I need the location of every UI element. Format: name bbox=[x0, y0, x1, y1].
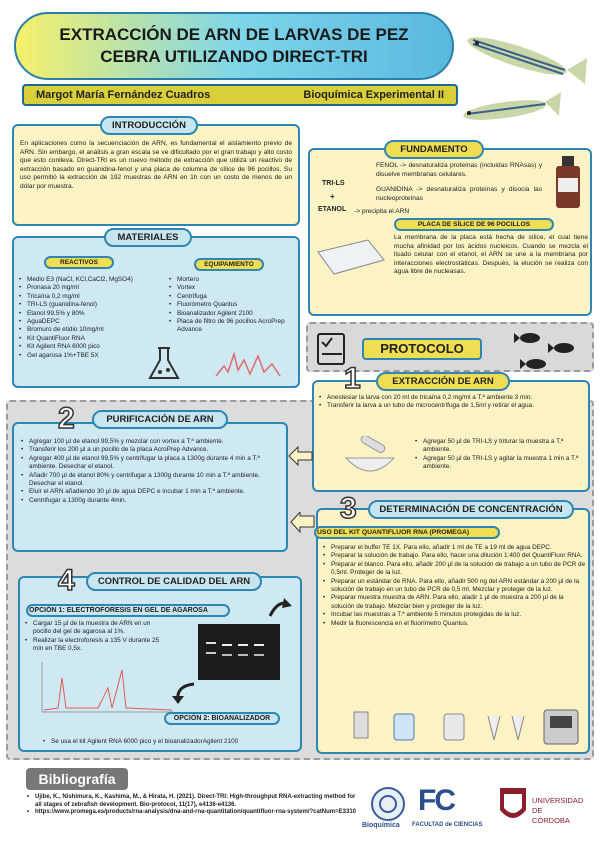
intro-heading: INTRODUCCIÓN bbox=[100, 116, 198, 135]
mortar-icon bbox=[340, 436, 400, 486]
guanidina-text: GUANIDINA -> desnaturaliza proteínas y disocia las nucleoproteínas bbox=[376, 186, 542, 202]
opt2-heading: OPCIÓN 2: BIOANALIZADOR bbox=[164, 712, 280, 725]
step3-item: • Incubar las muestras a T.ª ambiente 5 minutos protegidas de la luz. bbox=[322, 611, 588, 619]
bioquimica-logo-text: Bioquímica bbox=[362, 822, 400, 829]
course-name: Bioquímica Experimental II bbox=[303, 89, 444, 101]
equipamiento-item: • Centrífuga bbox=[168, 293, 298, 301]
fc-logo-text: FC bbox=[418, 784, 454, 817]
reactivo-item: • Bromuro de etidio 10mg/ml bbox=[18, 326, 168, 334]
opt2-list bbox=[42, 738, 300, 746]
step1-list bbox=[318, 394, 586, 411]
equipamiento-item: • Mortero bbox=[168, 276, 298, 284]
bioanalyzer-electropherogram bbox=[38, 658, 178, 718]
poster-title: EXTRACCIÓN DE ARN DE LARVAS DE PEZ CEBRA UTILIZANDO DIRECT-TRI bbox=[59, 25, 409, 66]
reactivo-item: • TRI-LS (guanidina-fenol) bbox=[18, 301, 168, 309]
trils-label: TRI-LS bbox=[322, 180, 345, 187]
facultad-logo-text: FACULTAD de CIENCIAS bbox=[412, 822, 483, 828]
step2-item: • Transferir los 200 µl a un pocillo de la placa AcroPrep Advance. bbox=[20, 446, 284, 454]
precipita-text: -> precipita el ARN bbox=[354, 208, 410, 215]
intro-section bbox=[12, 124, 300, 226]
fenol-text: FENOL -> desnaturaliza proteínas (incluidas RNAsas) y disuelve membranas celulares. bbox=[376, 162, 542, 178]
equipamiento-item: • Placa de filtro de 96 pocillos AcroPrep Advance bbox=[168, 318, 298, 335]
step1-section bbox=[312, 380, 590, 492]
step3-item: • Medir la fluorescencia en el fluorímetro Quantus. bbox=[322, 620, 588, 628]
reactivo-item: • Kit Agilent RNA 6000 pico bbox=[18, 343, 168, 351]
plus-sign: + bbox=[330, 192, 335, 201]
agarose-gel-image bbox=[198, 624, 280, 680]
equipamiento-item: • Bioanalizador Agilent 2100 bbox=[168, 310, 298, 318]
author-bar bbox=[22, 84, 458, 106]
step1-item: • Anestesiar la larva con 20 ml de tricaína 0,2 mg/ml a T.ª ambiente 3 min. bbox=[318, 394, 586, 402]
step2-item: • Centrifugar a 1300g durante 4min. bbox=[20, 497, 284, 505]
opt1-list bbox=[24, 620, 162, 654]
step3-number: 3 bbox=[340, 492, 357, 525]
fundamento-section bbox=[308, 148, 592, 316]
step1-subitem: • Agregar 50 µl de TRI-LS y triturar la muestra a T.ª ambiente. bbox=[414, 438, 586, 455]
step2-item: • Agregar 100 µl de etanol 99,5% y mezclar con vortex a T.ª ambiente. bbox=[20, 438, 284, 446]
96-well-plate-icon bbox=[314, 236, 386, 280]
step3-item: • Preparar el blanco. Para ello, añadir 200 µl de la solución de trabajo a un tubo de PCR de 0,5ml. Proteger de la luz. bbox=[322, 561, 588, 578]
opt2-item: • Se usa el kit Agilent RNA 6000 pico y el bioanalizadorAgilent 2100 bbox=[42, 738, 300, 746]
reagent-bottle-icon bbox=[546, 154, 590, 214]
step2-list bbox=[20, 438, 284, 505]
opt1-item: • Realizar la electroforesis a 135 V durante 25 min en TBE 0,5x. bbox=[24, 637, 162, 654]
bioquimica-logo-icon bbox=[370, 786, 406, 822]
arrow-down-left-icon bbox=[290, 512, 316, 534]
step3-item: • Preparar muestra muestra de ARN. Para ello, aladir 1 µl de muestra a 200 µl de la solución de trabajo. Mezclar bien y proteger de la luz. bbox=[322, 594, 588, 611]
university-shield-icon bbox=[498, 786, 528, 826]
step2-number: 2 bbox=[58, 402, 75, 435]
reference-item: • https://www.promega.es/products/rna-analysis/dna-and-rna-quantitation/quantifluor-rna-system/?catNum=E3310 bbox=[26, 809, 356, 817]
reactivos-label: REACTIVOS bbox=[44, 256, 114, 269]
opt1-heading: OPCIÓN 1: ELECTROFORESIS EN GEL DE AGAROSA bbox=[26, 604, 230, 617]
reactivo-item: • Kit QuantiFluor RNA bbox=[18, 335, 168, 343]
step3-item: • Preparar la solución de trabajo. Para ello, hacer una dilución 1:400 del QuantiFluor RNA. bbox=[322, 552, 588, 560]
arrow-left-icon bbox=[288, 446, 314, 466]
step1-item: • Transferir la larva a un tubo de microcentrífuga de 1,5ml y retirar el agua. bbox=[318, 402, 586, 410]
reactivo-item: • Gel agarosa 1%+TBE 5X bbox=[18, 352, 168, 360]
reference-item: • Ujibe, K., Nishimura, K., Kashima, M., & Hirata, H. (2021). Direct-TRI: High-throughput RNA-extracting method for all stages of zebrafish development. Bio-protocol, 11(17), e4136-e4136. bbox=[26, 794, 356, 809]
step2-heading: PURIFICACIÓN DE ARN bbox=[92, 410, 228, 429]
university-line1: UNIVERSIDAD bbox=[532, 796, 584, 805]
step4-section bbox=[18, 576, 302, 752]
lab-flask-icon bbox=[144, 344, 184, 384]
quantification-workflow-illustration bbox=[348, 706, 584, 750]
step3-heading: DETERMINACIÓN DE CONCENTRACIÓN bbox=[368, 500, 574, 519]
opt1-item: • Cargar 15 µl de la muestra de ARN en un pocillo del gel de agarosa al 1%. bbox=[24, 620, 162, 637]
step2-item: • Agregar 400 µl de etanol 99,5% y centrifugar la placa a 1300g durante 4 min a T.ª ambiente. Desechar el etanol. bbox=[20, 455, 284, 472]
protocolo-heading: PROTOCOLO bbox=[362, 338, 482, 360]
step1-heading: EXTRACCIÓN DE ARN bbox=[376, 372, 510, 391]
equipamiento-list bbox=[168, 276, 298, 335]
reactivo-item: • Pronasa 20 mg/ml bbox=[18, 284, 168, 292]
arrow-icon bbox=[268, 598, 292, 620]
references-list bbox=[26, 794, 356, 817]
intro-text: En aplicaciones como la secuenciación de ARN, es fundamental el aislamiento previo de ARN. Sin embargo, el análisis a gran escala se ve dificultado por el gran trabajo y alto costo que esto conlleva. Direct-TRI es un nuevo método de extracción que utiliza un reactivo de extracción basado en guanidina-fenol y una placa de columna de sílice de 96 pocillos. Su uso permitió la extracción de 192 muestras de ARN en 1h con un costo de menos de un dólar por muestra. bbox=[20, 140, 292, 190]
etanol-label: ETANOL bbox=[318, 206, 347, 213]
step3-item: • Preparar un estándar de RNA. Para ello, añadir 500 ng del ARN estándar a 200 µl de la solución de trabajo en un tubo de PCR de 0,5 ml. Mezclar y proteger de la luz. bbox=[322, 578, 588, 595]
step2-section bbox=[12, 422, 288, 552]
bibliografia-heading: Bibliografía bbox=[26, 768, 128, 790]
materiales-section bbox=[12, 236, 300, 388]
placa-text: La membrana de la placa está hecha de sílice, el cual tiene mucha afinidad por los ácidos nucleicos. Cuando se mezcla el lisado celular con el etanol, el ARN se une a la membrana por interacciones electrostáticas. Después, la elución se realiza con agua libre de nucleasas. bbox=[394, 234, 588, 276]
university-line2: DE bbox=[532, 806, 543, 815]
fish-silhouettes-icon bbox=[500, 326, 592, 376]
step3-subheading: USO DEL KIT QUANTIFLUOR RNA (PROMEGA) bbox=[314, 526, 500, 539]
step1-sublist bbox=[414, 438, 586, 472]
step1-number: 1 bbox=[344, 362, 361, 395]
fundamento-heading: FUNDAMENTO bbox=[384, 140, 484, 159]
zebrafish-illustration bbox=[455, 18, 595, 128]
author-name: Margot María Fernández Cuadros bbox=[36, 89, 211, 101]
step3-section bbox=[316, 508, 590, 754]
chromatogram-icon bbox=[214, 346, 294, 382]
step2-item: • Añadir 700 µl de etanol 80% y centrifugar a 1300g durante 10 min a T.ª ambiente. Desechar el etanol. bbox=[20, 472, 284, 489]
poster-title-banner bbox=[14, 12, 454, 80]
curved-arrow-icon bbox=[170, 680, 200, 704]
equipamiento-item: • Vortex bbox=[168, 284, 298, 292]
step1-subitem: • Agregar 50 µl de TRI-LS y agitar la muestra 1 min a T.ª ambiente. bbox=[414, 455, 586, 472]
step3-list bbox=[322, 544, 588, 628]
equipamiento-item: • Fluorómetro Quantus bbox=[168, 301, 298, 309]
equipamiento-label: EQUIPAMIENTO bbox=[194, 258, 264, 271]
step3-item: • Preparar el buffer TE 1X. Para ello, añadir 1 ml de TE a 19 ml de agua DEPC. bbox=[322, 544, 588, 552]
reactivo-item: • Medio E3 (NaCl, KCl,CaCl2, MgSO4) bbox=[18, 276, 168, 284]
university-line3: CÓRDOBA bbox=[532, 816, 570, 825]
reactivo-item: • Tricaína 0,2 mg/ml bbox=[18, 293, 168, 301]
reactivo-item: • Etanol 99,5% y 80% bbox=[18, 310, 168, 318]
placa-heading: PLACA DE SÍLICE DE 96 POCILLOS bbox=[394, 218, 554, 231]
step2-item: • Eluir el ARN añadiendo 30 µl de agua DEPC e incubar 1 min a T.ª ambiente. bbox=[20, 488, 284, 496]
step4-number: 4 bbox=[58, 564, 75, 597]
university-logo-text bbox=[532, 796, 583, 826]
step4-heading: CONTROL DE CALIDAD DEL ARN bbox=[86, 572, 262, 591]
materiales-heading: MATERIALES bbox=[104, 228, 192, 247]
reactivo-item: • AguaDEPC bbox=[18, 318, 168, 326]
